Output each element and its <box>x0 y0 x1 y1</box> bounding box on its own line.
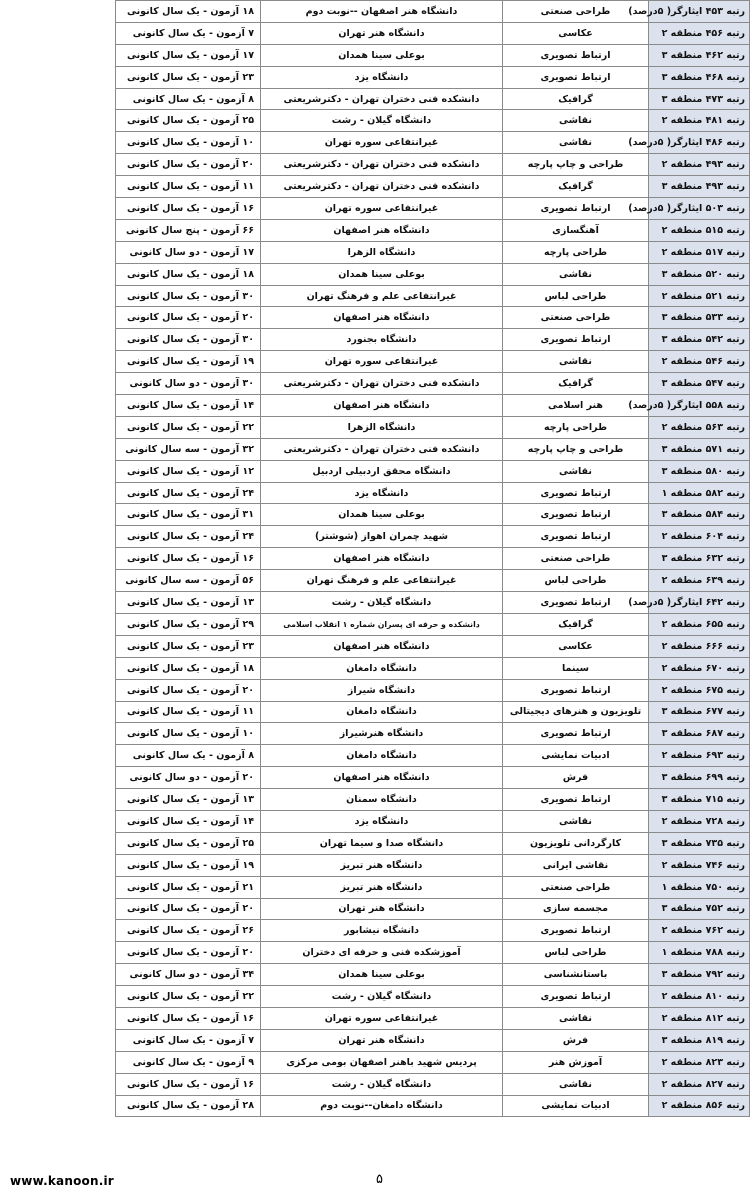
rank-cell: رتبه ۶۳۹ منطقه ۲ <box>649 570 750 592</box>
rank-cell: رتبه ۶۷۵ منطقه ۲ <box>649 679 750 701</box>
field-cell: آهنگسازی <box>503 219 649 241</box>
field-cell: ارتباط تصویری <box>503 592 649 614</box>
table-row <box>116 657 750 679</box>
program-cell: ۳۴ آزمون - دو سال کانونی <box>116 964 261 986</box>
program-cell: ۱۳ آزمون - یک سال کانونی <box>116 592 261 614</box>
table-row <box>116 1073 750 1095</box>
program-cell: ۱۸ آزمون - یک سال کانونی <box>116 1 261 23</box>
field-cell: طراحی و چاپ پارچه <box>503 438 649 460</box>
table-row <box>116 854 750 876</box>
table-row <box>116 395 750 417</box>
university-cell: دانشگاه گیلان - رشت <box>261 110 503 132</box>
field-cell: نقاشی <box>503 1007 649 1029</box>
program-cell: ۳۰ آزمون - یک سال کانونی <box>116 285 261 307</box>
rank-cell: رتبه ۶۴۲ ایثارگر( ۵درصد) <box>649 592 750 614</box>
table-row <box>116 351 750 373</box>
university-cell: دانشکده فنی دختران تهران - دکترشریعتی <box>261 88 503 110</box>
university-cell: غیرانتفاعی سوره تهران <box>261 1007 503 1029</box>
university-cell: بوعلی سینا همدان <box>261 964 503 986</box>
field-cell: سینما <box>503 657 649 679</box>
program-cell: ۲۳ آزمون - یک سال کانونی <box>116 66 261 88</box>
field-cell: نقاشی <box>503 810 649 832</box>
university-cell: دانشگاه یزد <box>261 66 503 88</box>
field-cell: مجسمه سازی <box>503 898 649 920</box>
footer-page-number: ۵ <box>376 1172 383 1187</box>
field-cell: ارتباط تصویری <box>503 679 649 701</box>
program-cell: ۱۶ آزمون - یک سال کانونی <box>116 1073 261 1095</box>
program-cell: ۲۳ آزمون - یک سال کانونی <box>116 635 261 657</box>
table-row <box>116 767 750 789</box>
program-cell: ۱۶ آزمون - یک سال کانونی <box>116 198 261 220</box>
rank-cell: رتبه ۸۲۳ منطقه ۲ <box>649 1051 750 1073</box>
program-cell: ۲۰ آزمون - یک سال کانونی <box>116 154 261 176</box>
table-row <box>116 154 750 176</box>
table-row <box>116 832 750 854</box>
table-row <box>116 920 750 942</box>
field-cell: ادبیات نمایشی <box>503 1095 649 1117</box>
table-row <box>116 482 750 504</box>
university-cell: دانشگاه هنر تهران <box>261 1029 503 1051</box>
program-cell: ۲۰ آزمون - یک سال کانونی <box>116 898 261 920</box>
field-cell: فرش <box>503 767 649 789</box>
field-cell: گرافیک <box>503 373 649 395</box>
table-row <box>116 241 750 263</box>
field-cell: ادبیات نمایشی <box>503 745 649 767</box>
table-row <box>116 1007 750 1029</box>
university-cell: غیرانتفاعی علم و فرهنگ تهران <box>261 570 503 592</box>
rank-cell: رتبه ۸۱۰ منطقه ۲ <box>649 986 750 1008</box>
rank-cell: رتبه ۴۹۳ منطقه ۲ <box>649 154 750 176</box>
program-cell: ۱۷ آزمون - یک سال کانونی <box>116 44 261 66</box>
university-cell: بوعلی سینا همدان <box>261 504 503 526</box>
rank-cell: رتبه ۶۷۷ منطقه ۳ <box>649 701 750 723</box>
table-row <box>116 570 750 592</box>
table-row <box>116 876 750 898</box>
field-cell: باستانشناسی <box>503 964 649 986</box>
rank-cell: رتبه ۴۶۸ منطقه ۳ <box>649 66 750 88</box>
university-cell: دانشگاه هنر تبریز <box>261 854 503 876</box>
university-cell: دانشکده و حرفه ای پسران شماره ۱ انقلاب اسلامی <box>261 613 503 635</box>
field-cell: ارتباط تصویری <box>503 44 649 66</box>
rank-cell: رتبه ۷۹۲ منطقه ۳ <box>649 964 750 986</box>
program-cell: ۲۴ آزمون - یک سال کانونی <box>116 482 261 504</box>
program-cell: ۱۷ آزمون - دو سال کانونی <box>116 241 261 263</box>
table-row <box>116 263 750 285</box>
university-cell: دانشگاه هنر اصفهان <box>261 767 503 789</box>
program-cell: ۱۰ آزمون - یک سال کانونی <box>116 723 261 745</box>
field-cell: ارتباط تصویری <box>503 482 649 504</box>
table-row <box>116 723 750 745</box>
program-cell: ۳۱ آزمون - یک سال کانونی <box>116 504 261 526</box>
program-cell: ۸ آزمون - یک سال کانونی <box>116 745 261 767</box>
table-row <box>116 592 750 614</box>
university-cell: غیرانتفاعی سوره تهران <box>261 198 503 220</box>
table-row <box>116 789 750 811</box>
rank-cell: رتبه ۸۲۷ منطقه ۲ <box>649 1073 750 1095</box>
program-cell: ۳۰ آزمون - دو سال کانونی <box>116 373 261 395</box>
rank-cell: رتبه ۷۸۸ منطقه ۱ <box>649 942 750 964</box>
university-cell: دانشگاه شیراز <box>261 679 503 701</box>
program-cell: ۱۶ آزمون - یک سال کانونی <box>116 1007 261 1029</box>
field-cell: ارتباط تصویری <box>503 789 649 811</box>
university-cell: دانشگاه صدا و سیما تهران <box>261 832 503 854</box>
field-cell: نقاشی <box>503 263 649 285</box>
rank-cell: رتبه ۷۲۸ منطقه ۲ <box>649 810 750 832</box>
program-cell: ۶۶ آزمون - پنج سال کانونی <box>116 219 261 241</box>
program-cell: ۱۴ آزمون - یک سال کانونی <box>116 810 261 832</box>
university-cell: دانشگاه نیشابور <box>261 920 503 942</box>
table-row <box>116 219 750 241</box>
field-cell: ارتباط تصویری <box>503 723 649 745</box>
table-row <box>116 635 750 657</box>
university-cell: دانشگاه گیلان - رشت <box>261 1073 503 1095</box>
rank-cell: رتبه ۴۷۳ منطقه ۳ <box>649 88 750 110</box>
rank-cell: رتبه ۵۴۷ منطقه ۳ <box>649 373 750 395</box>
field-cell: گرافیک <box>503 613 649 635</box>
rank-cell: رتبه ۵۸۲ منطقه ۱ <box>649 482 750 504</box>
university-cell: دانشگاه دامغان <box>261 745 503 767</box>
field-cell: ارتباط تصویری <box>503 504 649 526</box>
university-cell: دانشگاه یزد <box>261 482 503 504</box>
rank-cell: رتبه ۷۴۶ منطقه ۲ <box>649 854 750 876</box>
university-cell: پردیس شهید باهنر اصفهان بومی مرکزی <box>261 1051 503 1073</box>
university-cell: دانشکده فنی دختران تهران - دکترشریعتی <box>261 438 503 460</box>
table-row <box>116 548 750 570</box>
table-row <box>116 898 750 920</box>
university-cell: دانشگاه گیلان - رشت <box>261 592 503 614</box>
table-row <box>116 307 750 329</box>
table-row <box>116 1029 750 1051</box>
rank-cell: رتبه ۵۲۰ منطقه ۳ <box>649 263 750 285</box>
rank-cell: رتبه ۵۷۱ منطقه ۳ <box>649 438 750 460</box>
table-row <box>116 504 750 526</box>
table-row <box>116 22 750 44</box>
rank-cell: رتبه ۵۰۳ ایثارگر( ۵درصد) <box>649 198 750 220</box>
program-cell: ۷ آزمون - یک سال کانونی <box>116 1029 261 1051</box>
university-cell: دانشگاه دامغان <box>261 657 503 679</box>
university-cell: دانشگاه الزهرا <box>261 416 503 438</box>
program-cell: ۲۲ آزمون - یک سال کانونی <box>116 986 261 1008</box>
field-cell: طراحی صنعتی <box>503 548 649 570</box>
rank-cell: رتبه ۴۸۱ منطقه ۲ <box>649 110 750 132</box>
table-row <box>116 526 750 548</box>
program-cell: ۱۹ آزمون - یک سال کانونی <box>116 351 261 373</box>
table-row <box>116 964 750 986</box>
rank-cell: رتبه ۶۷۰ منطقه ۲ <box>649 657 750 679</box>
program-cell: ۱۸ آزمون - یک سال کانونی <box>116 263 261 285</box>
field-cell: ارتباط تصویری <box>503 986 649 1008</box>
program-cell: ۲۰ آزمون - دو سال کانونی <box>116 767 261 789</box>
university-cell: غیرانتفاعی سوره تهران <box>261 132 503 154</box>
rank-cell: رتبه ۶۹۹ منطقه ۳ <box>649 767 750 789</box>
rank-cell: رتبه ۷۳۵ منطقه ۳ <box>649 832 750 854</box>
program-cell: ۱۴ آزمون - یک سال کانونی <box>116 395 261 417</box>
table-row <box>116 66 750 88</box>
rank-cell: رتبه ۷۵۲ منطقه ۳ <box>649 898 750 920</box>
results-table <box>115 0 750 1117</box>
footer-website: www.kanoon.ir <box>10 1174 114 1188</box>
university-cell: غیرانتفاعی علم و فرهنگ تهران <box>261 285 503 307</box>
field-cell: کارگردانی تلویزیون <box>503 832 649 854</box>
rank-cell: رتبه ۷۱۵ منطقه ۳ <box>649 789 750 811</box>
field-cell: گرافیک <box>503 88 649 110</box>
university-cell: دانشکده فنی دختران تهران - دکترشریعتی <box>261 373 503 395</box>
field-cell: طراحی و چاپ پارچه <box>503 154 649 176</box>
university-cell: دانشگاه دامغان <box>261 701 503 723</box>
rank-cell: رتبه ۵۸۴ منطقه ۳ <box>649 504 750 526</box>
table-row <box>116 132 750 154</box>
table-row <box>116 285 750 307</box>
table-row <box>116 44 750 66</box>
table-row <box>116 986 750 1008</box>
rank-cell: رتبه ۵۴۶ منطقه ۲ <box>649 351 750 373</box>
university-cell: دانشگاه گیلان - رشت <box>261 986 503 1008</box>
field-cell: طراحی پارچه <box>503 416 649 438</box>
university-cell: دانشگاه هنر اصفهان <box>261 219 503 241</box>
field-cell: تلویزیون و هنرهای دیجیتالی <box>503 701 649 723</box>
program-cell: ۱۲ آزمون - یک سال کانونی <box>116 460 261 482</box>
rank-cell: رتبه ۴۸۶ ایثارگر( ۵درصد) <box>649 132 750 154</box>
field-cell: نقاشی <box>503 460 649 482</box>
table-row <box>116 613 750 635</box>
field-cell: طراحی لباس <box>503 570 649 592</box>
program-cell: ۲۲ آزمون - یک سال کانونی <box>116 416 261 438</box>
field-cell: طراحی لباس <box>503 942 649 964</box>
program-cell: ۲۴ آزمون - یک سال کانونی <box>116 526 261 548</box>
rank-cell: رتبه ۵۴۲ منطقه ۳ <box>649 329 750 351</box>
rank-cell: رتبه ۵۶۳ منطقه ۲ <box>649 416 750 438</box>
rank-cell: رتبه ۶۵۵ منطقه ۲ <box>649 613 750 635</box>
field-cell: ارتباط تصویری <box>503 329 649 351</box>
table-row <box>116 438 750 460</box>
table-row <box>116 1051 750 1073</box>
program-cell: ۱۰ آزمون - یک سال کانونی <box>116 132 261 154</box>
field-cell: نقاشی <box>503 351 649 373</box>
university-cell: دانشگاه هنر اصفهان <box>261 548 503 570</box>
rank-cell: رتبه ۸۱۹ منطقه ۳ <box>649 1029 750 1051</box>
rank-cell: رتبه ۶۰۴ منطقه ۲ <box>649 526 750 548</box>
field-cell: ارتباط تصویری <box>503 526 649 548</box>
table-row <box>116 701 750 723</box>
university-cell: دانشگاه هنرشیراز <box>261 723 503 745</box>
rank-cell: رتبه ۵۲۱ منطقه ۲ <box>649 285 750 307</box>
university-cell: دانشگاه بجنورد <box>261 329 503 351</box>
program-cell: ۳۲ آزمون - سه سال کانونی <box>116 438 261 460</box>
table-row <box>116 942 750 964</box>
table-row <box>116 679 750 701</box>
program-cell: ۱۳ آزمون - یک سال کانونی <box>116 789 261 811</box>
program-cell: ۲۸ آزمون - یک سال کانونی <box>116 1095 261 1117</box>
rank-cell: رتبه ۴۹۳ منطقه ۳ <box>649 176 750 198</box>
program-cell: ۱۶ آزمون - یک سال کانونی <box>116 548 261 570</box>
field-cell: ارتباط تصویری <box>503 920 649 942</box>
rank-cell: رتبه ۴۵۶ منطقه ۲ <box>649 22 750 44</box>
rank-cell: رتبه ۶۸۷ منطقه ۳ <box>649 723 750 745</box>
program-cell: ۲۱ آزمون - یک سال کانونی <box>116 876 261 898</box>
program-cell: ۲۰ آزمون - یک سال کانونی <box>116 679 261 701</box>
table-row <box>116 810 750 832</box>
field-cell: هنر اسلامی <box>503 395 649 417</box>
university-cell: دانشگاه هنر اصفهان --نوبت دوم <box>261 1 503 23</box>
table-row <box>116 176 750 198</box>
field-cell: طراحی صنعتی <box>503 307 649 329</box>
field-cell: طراحی لباس <box>503 285 649 307</box>
field-cell: نقاشی <box>503 1073 649 1095</box>
rank-cell: رتبه ۶۶۶ منطقه ۲ <box>649 635 750 657</box>
field-cell: طراحی پارچه <box>503 241 649 263</box>
university-cell: دانشگاه هنر تهران <box>261 22 503 44</box>
rank-cell: رتبه ۵۱۷ منطقه ۲ <box>649 241 750 263</box>
university-cell: دانشگاه هنر اصفهان <box>261 635 503 657</box>
rank-cell: رتبه ۵۸۰ منطقه ۳ <box>649 460 750 482</box>
table-row <box>116 1095 750 1117</box>
rank-cell: رتبه ۴۵۳ ایثارگر( ۵درصد) <box>649 1 750 23</box>
field-cell: ارتباط تصویری <box>503 66 649 88</box>
university-cell: دانشگاه یزد <box>261 810 503 832</box>
table-row <box>116 745 750 767</box>
university-cell: بوعلی سینا همدان <box>261 263 503 285</box>
field-cell: طراحی صنعتی <box>503 1 649 23</box>
table-row <box>116 373 750 395</box>
university-cell: شهید چمران اهواز (شوشتر) <box>261 526 503 548</box>
university-cell: دانشگاه هنر اصفهان <box>261 395 503 417</box>
program-cell: ۲۵ آزمون - یک سال کانونی <box>116 832 261 854</box>
rank-cell: رتبه ۴۶۲ منطقه ۳ <box>649 44 750 66</box>
program-cell: ۸ آزمون - یک سال کانونی <box>116 88 261 110</box>
university-cell: دانشگاه هنر تهران <box>261 898 503 920</box>
program-cell: ۱۱ آزمون - یک سال کانونی <box>116 176 261 198</box>
rank-cell: رتبه ۵۵۸ ایثارگر( ۵درصد) <box>649 395 750 417</box>
program-cell: ۱۹ آزمون - یک سال کانونی <box>116 854 261 876</box>
field-cell: طراحی صنعتی <box>503 876 649 898</box>
rank-cell: رتبه ۷۵۰ منطقه ۱ <box>649 876 750 898</box>
table-row <box>116 198 750 220</box>
university-cell: دانشگاه هنر تبریز <box>261 876 503 898</box>
field-cell: نقاشی <box>503 132 649 154</box>
program-cell: ۲۰ آزمون - یک سال کانونی <box>116 307 261 329</box>
university-cell: دانشکده فنی دختران تهران - دکترشریعتی <box>261 176 503 198</box>
field-cell: گرافیک <box>503 176 649 198</box>
university-cell: دانشگاه دامغان--نوبت دوم <box>261 1095 503 1117</box>
table-row <box>116 110 750 132</box>
program-cell: ۳۰ آزمون - یک سال کانونی <box>116 329 261 351</box>
rank-cell: رتبه ۵۱۵ منطقه ۲ <box>649 219 750 241</box>
field-cell: فرش <box>503 1029 649 1051</box>
university-cell: بوعلی سینا همدان <box>261 44 503 66</box>
field-cell: ارتباط تصویری <box>503 198 649 220</box>
university-cell: آموزشکده فنی و حرفه ای دختران <box>261 942 503 964</box>
rank-cell: رتبه ۶۹۳ منطقه ۲ <box>649 745 750 767</box>
university-cell: غیرانتفاعی سوره تهران <box>261 351 503 373</box>
university-cell: دانشگاه سمنان <box>261 789 503 811</box>
results-table-body <box>116 1 750 1117</box>
field-cell: آموزش هنر <box>503 1051 649 1073</box>
rank-cell: رتبه ۸۱۲ منطقه ۲ <box>649 1007 750 1029</box>
table-row <box>116 329 750 351</box>
program-cell: ۱۸ آزمون - یک سال کانونی <box>116 657 261 679</box>
table-row <box>116 1 750 23</box>
program-cell: ۹ آزمون - یک سال کانونی <box>116 1051 261 1073</box>
rank-cell: رتبه ۸۵۶ منطقه ۲ <box>649 1095 750 1117</box>
program-cell: ۱۱ آزمون - یک سال کانونی <box>116 701 261 723</box>
program-cell: ۲۵ آزمون - یک سال کانونی <box>116 110 261 132</box>
program-cell: ۲۶ آزمون - یک سال کانونی <box>116 920 261 942</box>
program-cell: ۲۹ آزمون - یک سال کانونی <box>116 613 261 635</box>
rank-cell: رتبه ۵۳۳ منطقه ۳ <box>649 307 750 329</box>
university-cell: دانشگاه محقق اردبیلی اردبیل <box>261 460 503 482</box>
university-cell: دانشگاه هنر اصفهان <box>261 307 503 329</box>
program-cell: ۷ آزمون - یک سال کانونی <box>116 22 261 44</box>
rank-cell: رتبه ۷۶۲ منطقه ۲ <box>649 920 750 942</box>
field-cell: عکاسی <box>503 635 649 657</box>
rank-cell: رتبه ۶۳۲ منطقه ۳ <box>649 548 750 570</box>
program-cell: ۲۰ آزمون - یک سال کانونی <box>116 942 261 964</box>
field-cell: نقاشی <box>503 110 649 132</box>
university-cell: دانشگاه الزهرا <box>261 241 503 263</box>
table-row <box>116 460 750 482</box>
program-cell: ۵۶ آزمون - سه سال کانونی <box>116 570 261 592</box>
university-cell: دانشکده فنی دختران تهران - دکترشریعتی <box>261 154 503 176</box>
table-row <box>116 88 750 110</box>
table-row <box>116 416 750 438</box>
field-cell: عکاسی <box>503 22 649 44</box>
field-cell: نقاشی ایرانی <box>503 854 649 876</box>
